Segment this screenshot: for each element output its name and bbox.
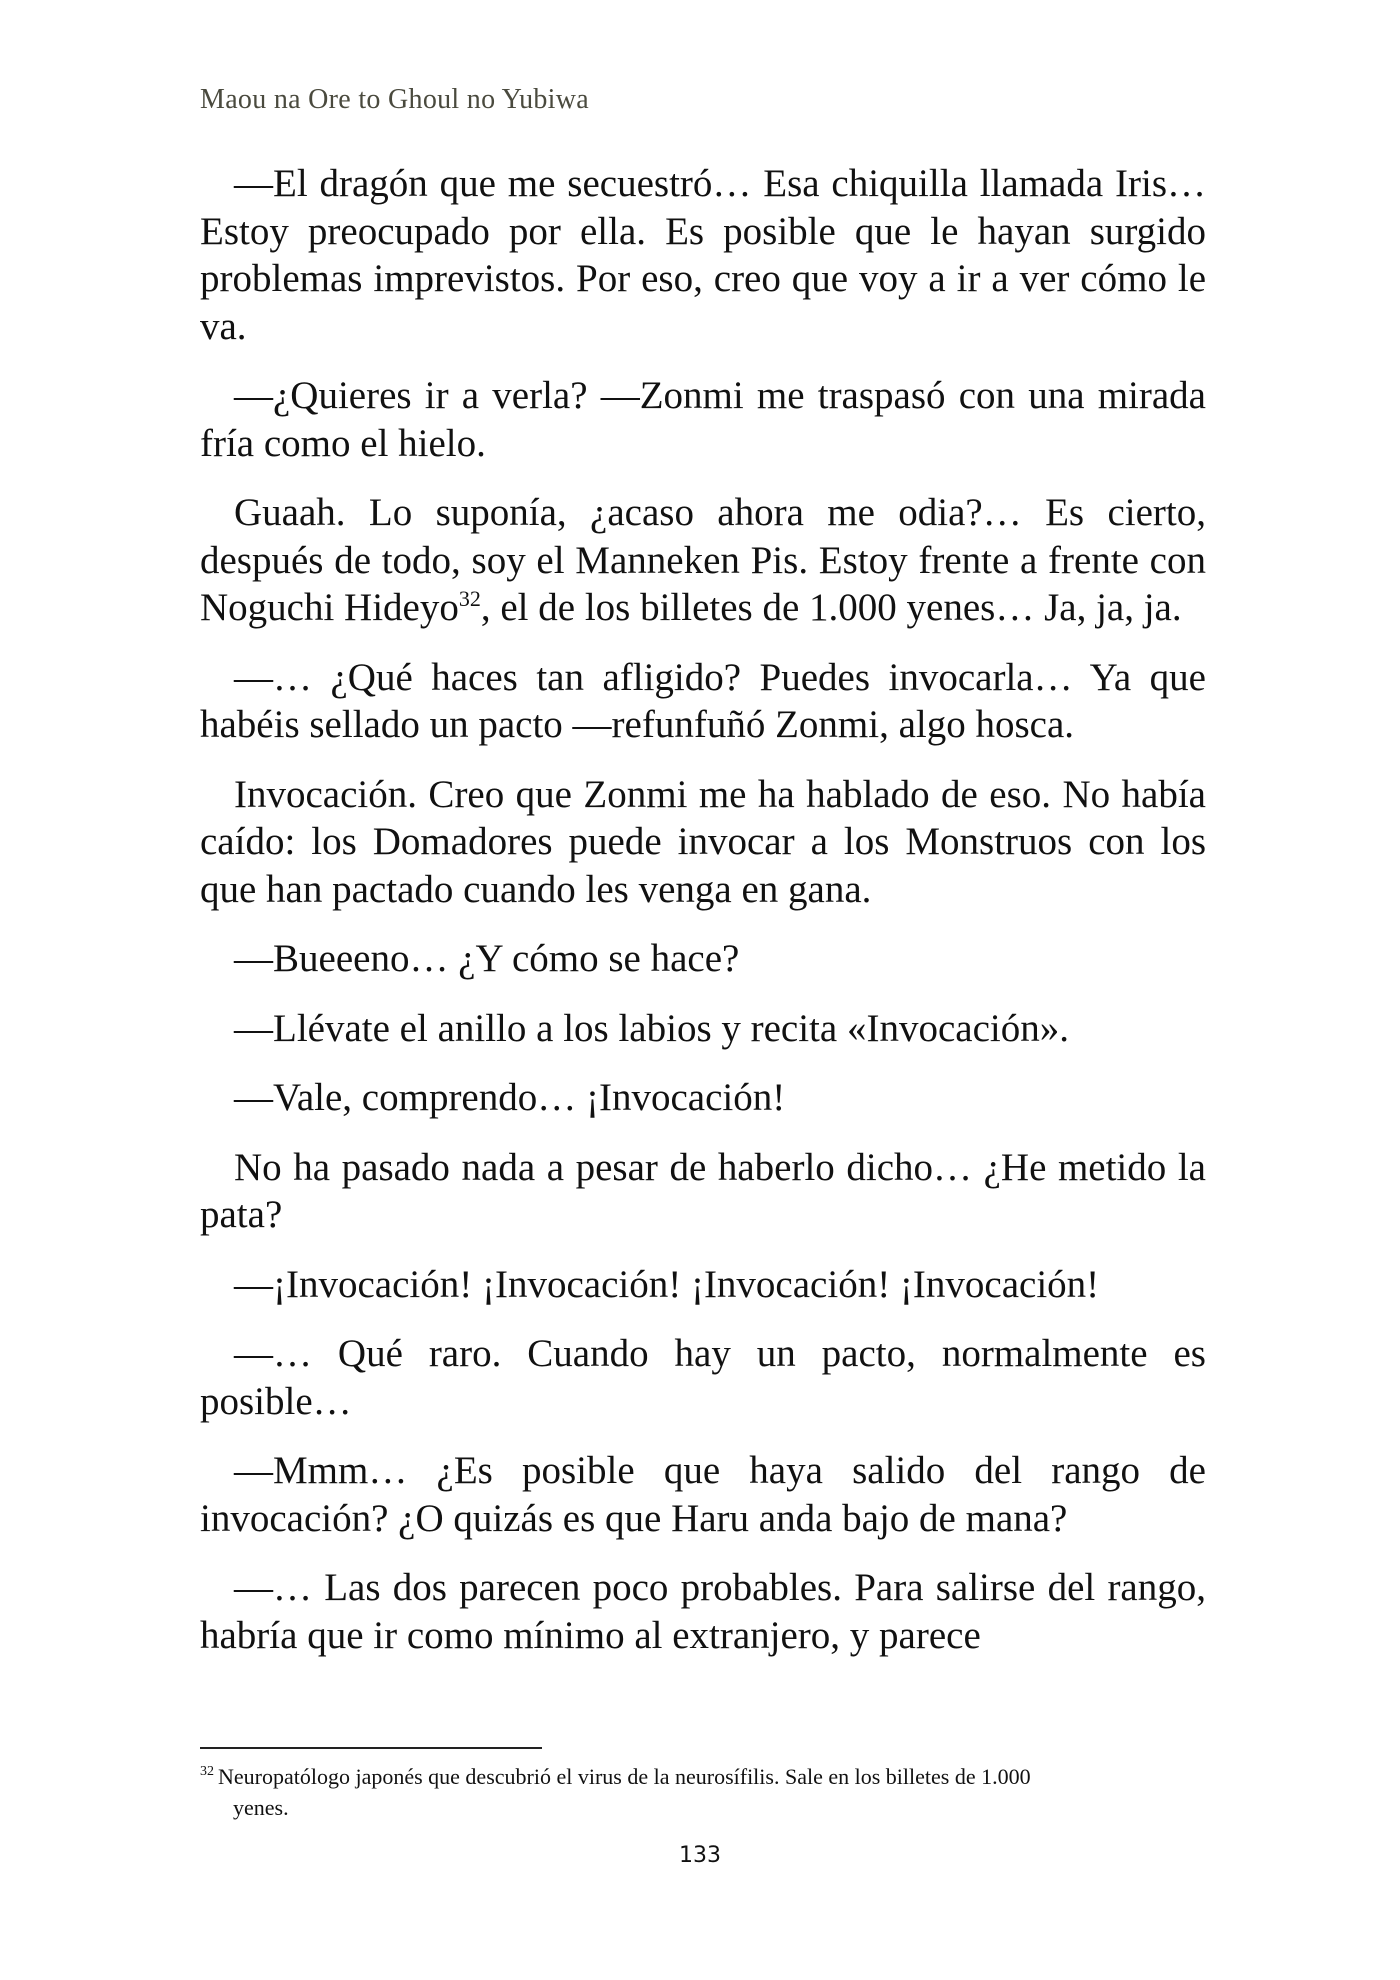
paragraph: No ha pasado nada a pesar de haberlo dicho… ¿He metido la pata? <box>200 1145 1206 1236</box>
paragraph: —El dragón que me secuestró… Esa chiquilla llamada Iris… Estoy preocupado por ella. Es posible que le hayan surgido problemas imprevistos. Por eso, creo que voy a ir a ver cómo le va. <box>200 162 1206 348</box>
paragraph: —Vale, comprendo… ¡Invocación! <box>234 1076 786 1119</box>
footnote-reference[interactable]: 32 <box>458 586 481 611</box>
paragraph <box>200 489 1206 632</box>
paragraph-text: Guaah. Lo suponía, ¿acaso ahora me odia?… Es cierto, después de todo, soy el Manneken Pis. Estoy frente a frente con Noguchi Hideyo <box>200 491 1206 629</box>
paragraph: Invocación. Creo que Zonmi me ha hablado de eso. No había caído: los Domadores puede invocar a los Monstruos con los que han pactado cuando les venga en gana. <box>200 772 1206 911</box>
page-number: 133 <box>679 1843 721 1868</box>
paragraph: —¿Quieres ir a verla? —Zonmi me traspasó con una mirada fría como el hielo. <box>200 374 1206 465</box>
paragraph: —… Las dos parecen poco probables. Para salirse del rango, habría que ir como mínimo al extranjero, y parece <box>200 1566 1206 1657</box>
paragraph: —Bueeeno… ¿Y cómo se hace? <box>234 937 740 980</box>
body-text <box>200 160 1206 1659</box>
running-header: Maou na Ore to Ghoul no Yubiwa <box>200 84 590 115</box>
footnote-text: Neuropatólogo japonés que descubrió el virus de la neurosífilis. Sale en los billetes de 1.000 <box>218 1764 1031 1789</box>
footnote-separator <box>200 1747 542 1749</box>
footnote <box>200 1761 1206 1823</box>
paragraph: —¡Invocación! ¡Invocación! ¡Invocación! ¡Invocación! <box>234 1262 1100 1306</box>
paragraph: —Llévate el anillo a los labios y recita «Invocación». <box>234 1006 1069 1050</box>
paragraph-text: , el de los billetes de 1.000 yenes… Ja, ja, ja. <box>480 586 1182 629</box>
footnote-number: 32 <box>200 1764 214 1779</box>
paragraph: —Mmm… ¿Es posible que haya salido del rango de invocación? ¿O quizás es que Haru anda bajo de mana? <box>200 1449 1206 1540</box>
paragraph: —… Qué raro. Cuando hay un pacto, normalmente es posible… <box>200 1332 1206 1423</box>
footnote-text-continued: yenes. <box>233 1795 289 1820</box>
paragraph: —… ¿Qué haces tan afligido? Puedes invocarla… Ya que habéis sellado un pacto —refunfuñó Zonmi, algo hosca. <box>200 655 1206 746</box>
